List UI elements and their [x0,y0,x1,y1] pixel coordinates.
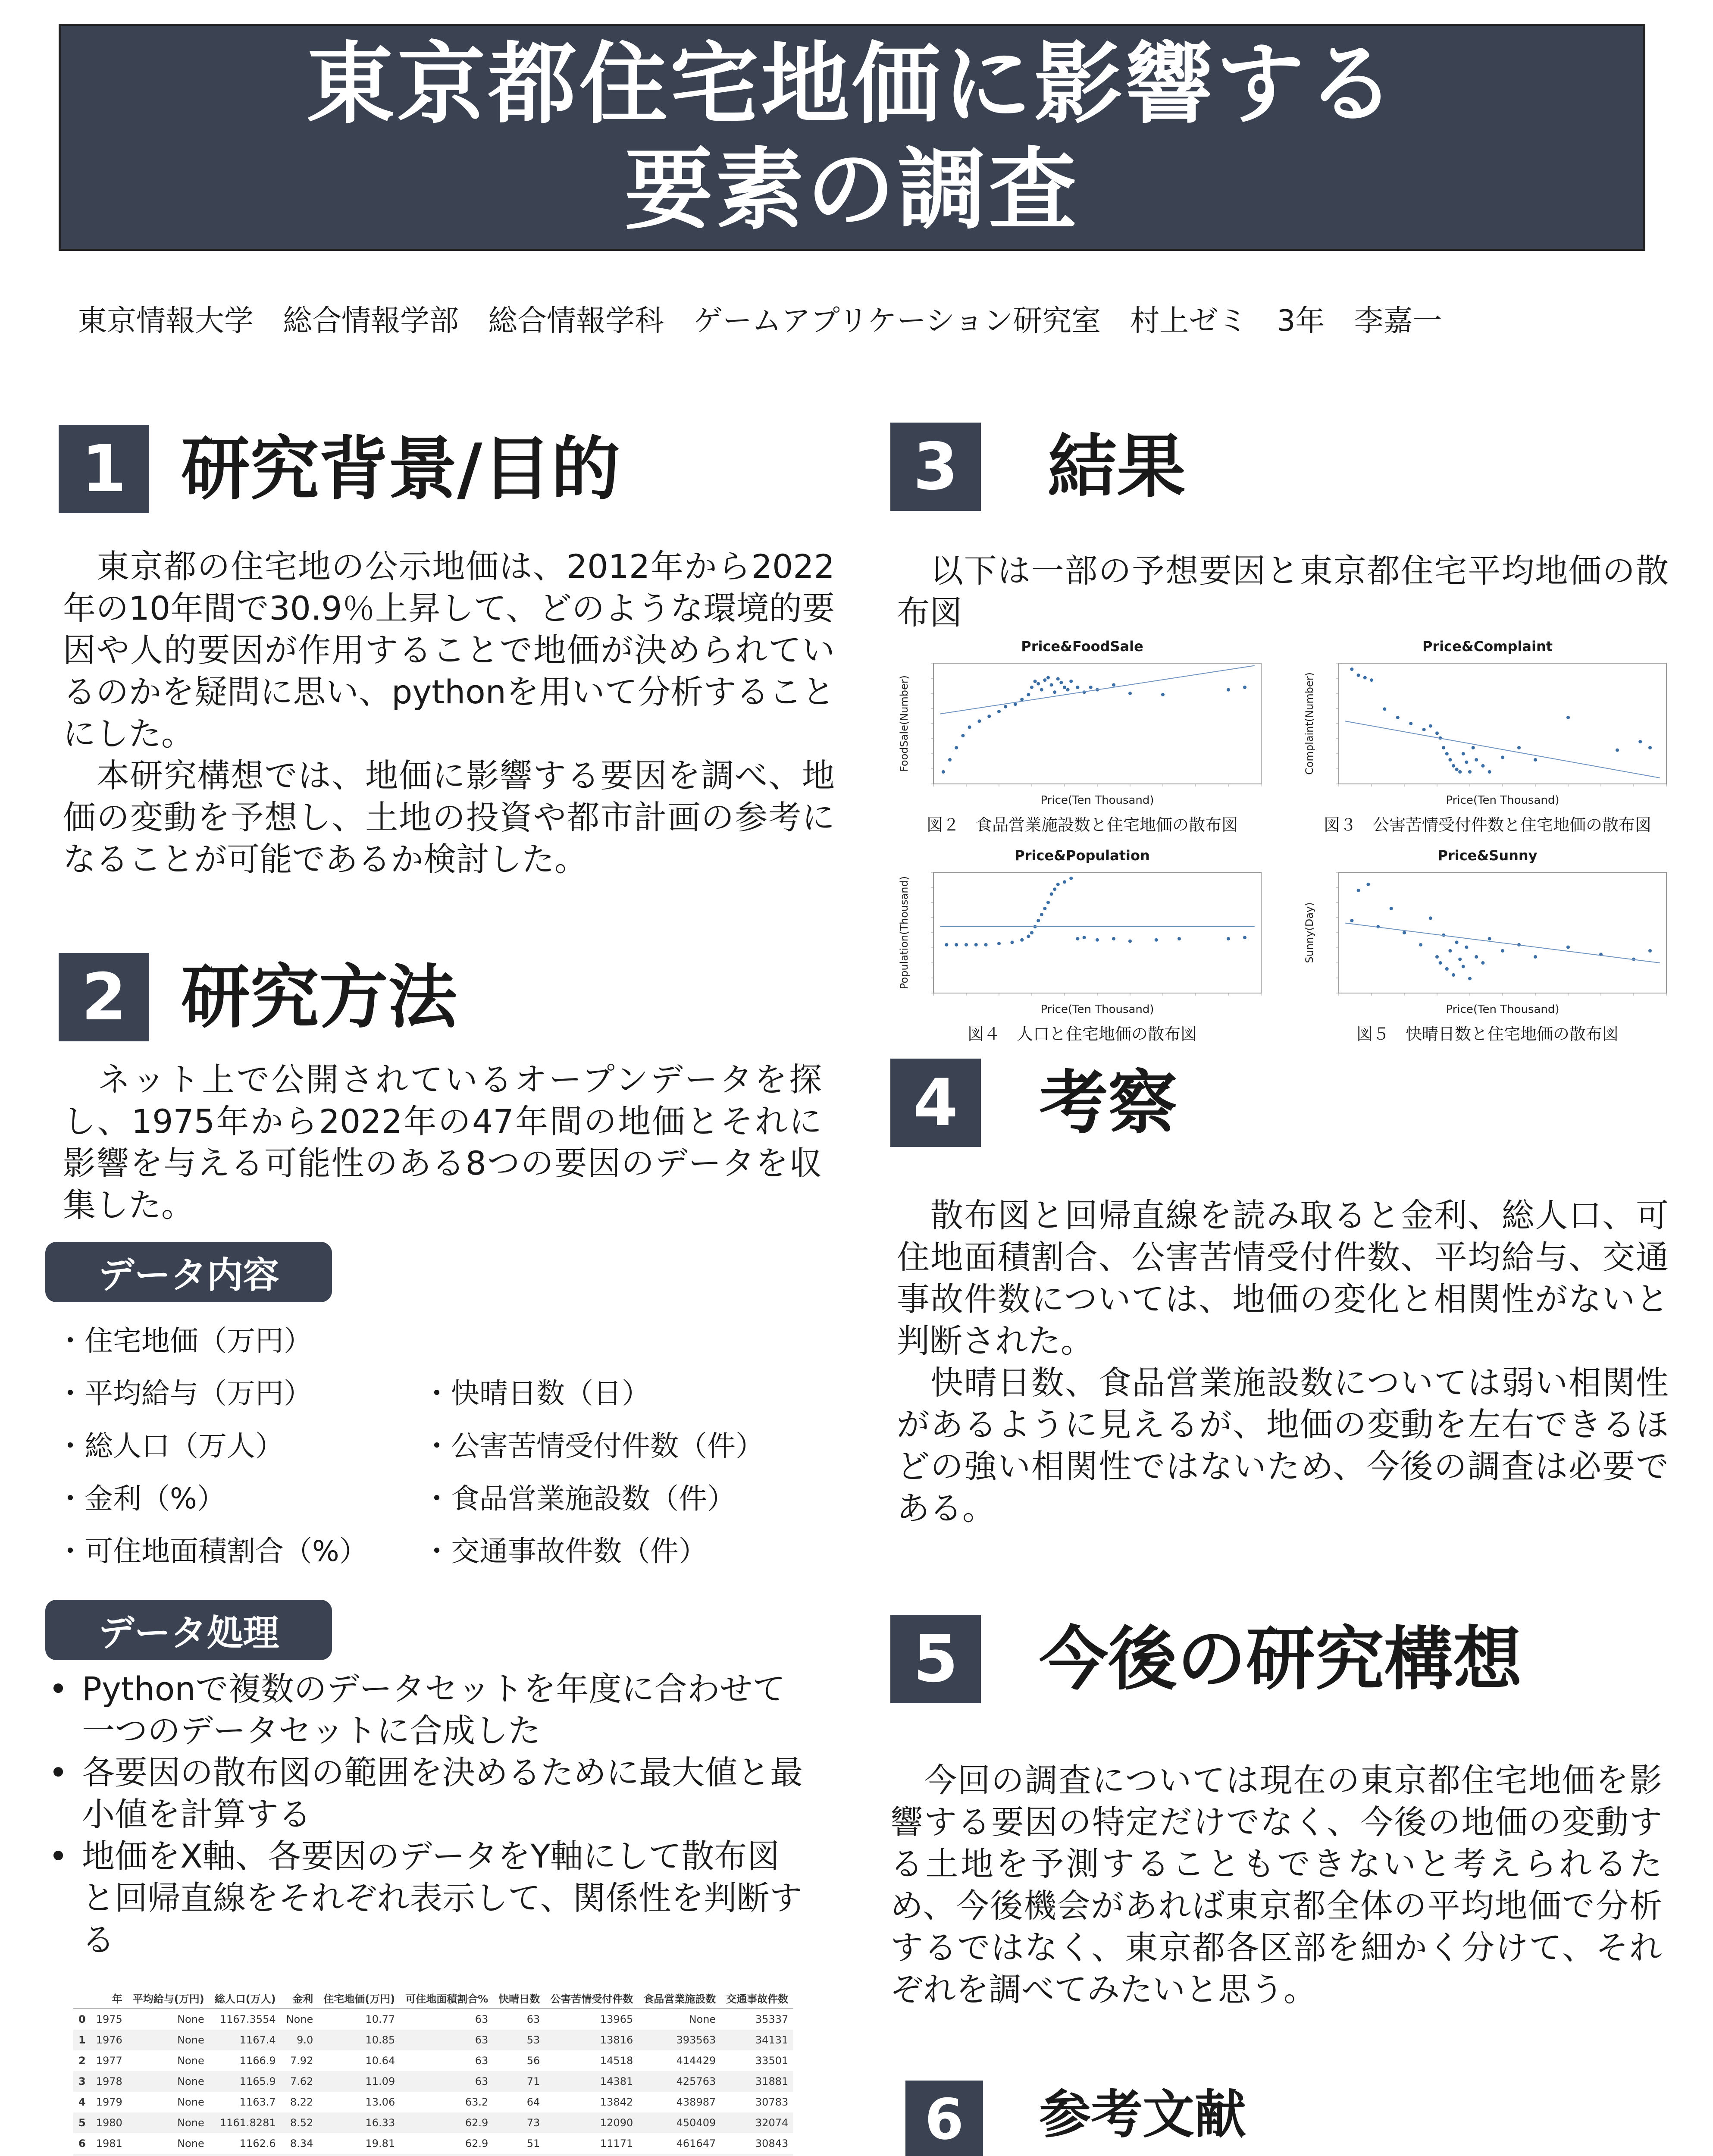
merged-table [73,1988,793,2156]
data-point [1501,755,1504,759]
data-point [1128,940,1132,943]
data-point [1465,946,1468,949]
table-cell: 71 [493,2071,545,2092]
chart-caption: 図４ 人口と住宅地価の散布図 [967,1025,1197,1044]
table-cell: 1165.9 [210,2071,281,2092]
data-point [1419,943,1422,946]
chart-title: Price&Population [1015,847,1150,864]
table-row [73,2030,793,2050]
table-row [73,2050,793,2071]
data-item: ・総人口（万人） [56,1429,284,1463]
table-cell: 1162.6 [239,2137,276,2150]
table-cell: 1167.3554 [219,2013,276,2025]
table-cell: 1979 [96,2096,122,2108]
data-item: ・交通事故件数（件） [423,1535,707,1568]
data-point [1475,758,1478,761]
table-cell: 7.62 [281,2071,319,2092]
data-items-right [423,1376,764,1587]
data-point [965,943,968,946]
data-point [1161,693,1165,696]
process-bullets [34,1668,811,1961]
data-point [1648,746,1652,749]
section-3-title: 結果 [1048,426,1186,507]
table-cell [128,2154,210,2156]
table-cell: None [128,2071,210,2092]
data-point [1177,937,1181,940]
table-cell: 63 [400,2030,493,2050]
data-point [1448,758,1452,761]
data-point [977,719,981,723]
table-cell: 461647 [676,2137,716,2150]
table-cell: 64 [526,2096,540,2108]
data-point [984,943,988,946]
plot-area [1339,663,1666,784]
table-cell: 63 [400,2071,493,2092]
x-axis-label: Price(Ten Thousand) [1446,794,1560,807]
data-point [1069,680,1073,683]
data-point [1063,686,1066,689]
data-point [1517,746,1521,749]
table-cell [721,2154,793,2156]
data-point [1040,913,1043,916]
table-row [73,2009,793,2030]
table-header-cell: 食品営業施設数 [638,1988,721,2009]
data-point [1488,770,1491,774]
chart-title: Price&Sunny [1437,847,1538,864]
data-point [955,746,958,749]
table-header-cell: 交通事故件数 [721,1988,793,2009]
x-axis-label: Price(Ten Thousand) [1446,1003,1560,1016]
table-cell: 10.77 [365,2013,395,2025]
data-point [1462,965,1465,968]
list-item: • Pythonで複数のデータセットを年度に合わせて一つのデータセットに合成した [48,1670,786,1750]
data-point [1037,919,1040,922]
table-header-cell: 年 [91,1988,128,2009]
table-cell: 0 [78,2013,86,2025]
table-cell: 13.06 [365,2096,395,2108]
data-point [1063,880,1066,884]
table-cell [281,2154,319,2156]
plot-area [933,663,1261,784]
table-cell: 1975 [96,2013,122,2025]
merged-table-wrap [73,1988,806,2156]
data-point [1488,937,1491,940]
data-point [1027,693,1030,696]
data-point [1033,680,1037,683]
data-point [1020,698,1024,701]
data-point [1445,967,1449,971]
data-point [1350,667,1353,671]
data-point [1046,676,1050,680]
table-cell: 14381 [545,2071,638,2092]
section-1-para-1: 東京都の住宅地の公示地価は、2012年から2022年の10年間で30.9％上昇して、どのような環境的要因や人的要因が作用することで地価が決められているのかを疑問に思い、pythonを用いて分析することにした。 [63,547,835,753]
data-point [1396,716,1400,719]
y-axis-label: Sunny(Day) [1303,902,1315,963]
table-cell: 1981 [96,2137,122,2150]
table-cell: 1163.7 [239,2096,276,2108]
data-point [1422,728,1426,731]
data-point [1357,889,1360,892]
data-content-label: データ内容 [45,1242,332,1302]
data-point [1243,936,1246,939]
data-point [974,943,978,946]
data-point [1452,973,1455,977]
table-cell [545,2154,638,2156]
data-point [1648,949,1652,953]
data-point [1050,683,1053,686]
data-point [1442,746,1445,749]
data-point [1056,883,1060,886]
data-point [1403,931,1406,934]
data-point [1481,961,1484,965]
data-point [1155,938,1158,942]
table-header-cell: 総人口(万人) [210,1988,281,2009]
data-point [1616,749,1619,752]
table-header-cell: 住宅地価(万円) [318,1988,400,2009]
data-point [1050,892,1053,896]
data-point [1435,955,1439,959]
table-cell: 12090 [545,2112,638,2133]
data-point [1429,916,1432,920]
data-point [1638,740,1642,743]
table-cell: 56 [526,2055,540,2067]
chart-caption: 図３ 公害苦情受付件数と住宅地価の散布図 [1323,815,1651,834]
table-row [73,2112,793,2133]
data-point [1409,722,1412,725]
data-point [1096,938,1099,942]
chart-2 [1300,638,1675,835]
table-cell: 73 [493,2112,545,2133]
data-point [1043,907,1046,910]
table-cell: 35337 [755,2013,789,2025]
y-axis-label: Population(Thousand) [898,876,910,990]
data-point [1040,688,1043,692]
data-point [1357,674,1360,677]
data-point [1366,883,1370,886]
data-point [1043,678,1046,682]
table-cell: 10.85 [318,2030,400,2050]
table-cell: 1980 [91,2112,128,2133]
data-point [1020,938,1024,942]
data-point [1390,907,1393,910]
data-point [942,770,945,774]
chart-title: Price&FoodSale [1021,638,1143,655]
data-point [1076,937,1079,940]
table-cell: 16.33 [318,2112,400,2133]
table-cell: 1977 [96,2055,122,2067]
table-cell: 1161.8281 [210,2112,281,2133]
table-cell: 5 [73,2112,91,2133]
data-point [1429,724,1432,728]
data-point [1501,949,1504,953]
data-item: ・可住地面積割合（%） [56,1535,368,1568]
table-row [73,2154,793,2156]
section-4-para-2: 快晴日数、食品営業施設数については弱い相関性があるように見えるが、地価の変動を左右できるほどの強い相関性ではないため、今後の調査は必要である。 [897,1363,1669,1527]
plot-area [1339,872,1666,993]
table-header-cell: 公害苦情受付件数 [545,1988,638,2009]
table-row [73,2092,793,2112]
table-cell [91,2154,128,2156]
data-point [1010,940,1014,944]
data-point [1458,770,1462,774]
data-point [1370,678,1373,682]
scatter-plot-foodsale [895,655,1270,810]
table-cell: 8.22 [290,2096,313,2108]
data-process-label: データ処理 [45,1600,332,1660]
table-cell: 8.34 [290,2137,313,2150]
data-point [1004,705,1007,708]
table-cell [400,2154,493,2156]
data-point [1534,955,1537,959]
list-item: • 各要因の散布図の範囲を決めるために最大値と最小値を計算する [48,1753,803,1833]
table-cell: 8.52 [281,2112,319,2133]
data-point [1566,946,1570,949]
data-point [1534,758,1537,761]
data-point [1059,681,1063,684]
data-point [1363,676,1367,680]
table-cell: 63 [526,2013,540,2025]
table-cell [638,2154,721,2156]
section-6-number: 6 [905,2081,983,2156]
data-item: ・公害苦情受付件数（件） [423,1429,764,1463]
list-item: • 地価をX軸、各要因のデータをY軸にして散布図と回帰直線をそれぞれ表示して、関係性を判断する [48,1837,802,1959]
table-cell: 31881 [721,2071,793,2092]
chart-caption: 図５ 快晴日数と住宅地価の散布図 [1356,1025,1619,1044]
table-cell: None [128,2112,210,2133]
section-6-title: 参考文献 [1039,2085,1246,2145]
chart-3 [895,847,1270,1044]
title-banner [59,24,1645,251]
section-2-number: 2 [59,953,149,1041]
table-cell: 9.0 [281,2030,319,2050]
data-point [1468,977,1472,980]
table-cell: None [177,2013,204,2025]
data-point [1465,761,1468,764]
data-point [1112,683,1115,686]
data-point [1014,702,1017,706]
table-row [73,2133,793,2154]
data-point [1458,958,1462,961]
table-cell: 30783 [755,2096,789,2108]
chart-1 [895,638,1270,835]
table-cell: 51 [526,2137,540,2150]
table-cell: 1167.4 [210,2030,281,2050]
table-cell: 425763 [638,2071,721,2092]
table-cell: 450409 [638,2112,721,2133]
table-cell: None [177,2137,204,2150]
data-point [1455,940,1459,944]
data-point [968,725,971,729]
data-point [1046,901,1050,904]
x-axis-label: Price(Ten Thousand) [1040,794,1154,807]
poster-title-line2: 要素の調査 [624,138,1080,241]
data-point [1350,919,1353,922]
table-cell: 11.09 [318,2071,400,2092]
table-cell: None [177,2096,204,2108]
section-3-number: 3 [890,423,981,511]
table-cell: 13816 [545,2030,638,2050]
data-point [1030,686,1033,689]
table-cell: 3 [73,2071,91,2092]
data-point [1566,716,1570,719]
table-cell: 11171 [600,2137,633,2150]
table-cell: 63 [475,2055,489,2067]
section-4-number: 4 [890,1059,981,1147]
chart-4 [1300,847,1675,1044]
table-cell [318,2154,400,2156]
table-cell: 62.9 [465,2137,489,2150]
table-cell: 14518 [600,2055,633,2067]
data-point [1243,686,1246,689]
table-cell: 2 [78,2055,86,2067]
table-cell: 393563 [638,2030,721,2050]
plot-area [933,872,1261,993]
table-row [73,2071,793,2092]
table-cell: None [286,2013,313,2025]
data-point [1472,746,1475,749]
section-4-body [897,1194,1669,1529]
data-point [961,734,965,737]
table-cell: None [689,2013,716,2025]
table-header-cell: 平均給与(万円) [128,1988,210,2009]
y-axis-label: Complaint(Number) [1303,672,1315,775]
table-cell: 62.9 [400,2112,493,2133]
table-cell: 32074 [721,2112,793,2133]
data-point [1089,686,1093,689]
data-point [945,943,948,946]
table-cell: 34131 [721,2030,793,2050]
table-cell [210,2154,281,2156]
data-point [1452,764,1455,768]
data-point [1468,770,1472,774]
data-point [1439,961,1442,965]
table-cell: 30843 [755,2137,789,2150]
table-cell [73,2154,91,2156]
data-point [955,943,958,946]
table-cell: None [128,2030,210,2050]
table-cell: 7.92 [290,2055,313,2067]
table-cell: 414429 [676,2055,716,2067]
data-point [1056,677,1060,680]
data-point [1128,692,1132,695]
data-item: ・平均給与（万円） [56,1377,312,1410]
table-cell: 13842 [600,2096,633,2108]
data-item: ・住宅地価（万円） [56,1324,312,1357]
data-point [1066,688,1070,692]
data-point [1462,752,1465,755]
data-items-left [56,1324,368,1587]
section-1-number: 1 [59,425,149,513]
table-cell: 19.81 [365,2137,395,2150]
table-cell: 1976 [91,2030,128,2050]
data-point [997,942,1001,945]
data-point [1076,686,1079,689]
table-cell: 1166.9 [239,2055,276,2067]
poster-title-line1: 東京都住宅地価に影響する [306,33,1398,136]
authors: 東京情報大学 総合情報学部 総合情報学科 ゲームアプリケーション研究室 村上ゼミ 3年 李嘉一 [78,304,1442,338]
data-point [997,710,1001,713]
y-axis-label: FoodSale(Number) [898,675,910,772]
table-cell: 1978 [91,2071,128,2092]
data-point [948,758,952,761]
data-point [1227,937,1230,940]
chart-title: Price&Complaint [1422,638,1553,655]
section-5-number: 5 [890,1615,981,1703]
table-cell: 33501 [755,2055,789,2067]
section-1-body [63,545,835,880]
section-5-title: 今後の研究構想 [1039,1619,1522,1699]
data-point [1053,887,1056,891]
table-cell: None [177,2055,204,2067]
data-point [1112,937,1115,940]
data-point [1027,934,1030,938]
table-cell: 13965 [600,2013,633,2025]
table-header-cell: 可住地面積割合% [400,1988,493,2009]
table-header-cell [73,1988,91,2009]
table-cell: 1 [73,2030,91,2050]
data-point [1037,682,1040,686]
table-cell: 63.2 [465,2096,489,2108]
table-cell [493,2154,545,2156]
data-point [1053,690,1056,694]
data-point [1475,955,1478,959]
data-item: ・金利（%） [56,1482,225,1515]
scatter-plot-sunny [1300,864,1675,1019]
data-point [1383,707,1386,711]
data-point [1448,949,1452,953]
section-4-para-1: 散布図と回帰直線を読み取ると金利、総人口、可住地面積割合、公害苦情受付件数、平均給与、交通事故件数については、地価の変化と相関性がないと判断された。 [897,1196,1669,1360]
table-cell: 63 [475,2013,489,2025]
data-point [1445,752,1449,755]
table-cell: 6 [78,2137,86,2150]
data-point [1083,936,1086,939]
data-point [1481,764,1484,768]
section-1-para-2: 本研究構想では、地価に影響する要因を調べ、地価の変動を予想し、土地の投資や都市計画の参考になることが可能であるか検討した。 [63,756,835,878]
data-point [1030,931,1033,934]
table-header-cell: 金利 [281,1988,319,2009]
data-point [1435,731,1439,735]
data-item: ・快晴日数（日） [423,1377,650,1410]
data-point [1069,877,1073,880]
section-2-title: 研究方法 [181,957,457,1037]
scatter-plot-population [895,864,1270,1019]
section-1-title: 研究背景/目的 [181,429,620,509]
table-cell: 438987 [676,2096,716,2108]
scatter-plot-complaint [1300,655,1675,810]
data-point [1455,768,1459,771]
section-4-title: 考察 [1039,1062,1177,1143]
data-item: ・食品営業施設数（件） [423,1482,736,1515]
table-cell: 53 [493,2030,545,2050]
data-point [987,714,991,718]
section-3-para-1: 以下は一部の予想要因と東京都住宅平均地価の散布図 [897,552,1669,632]
data-point [1227,688,1230,692]
chart-caption: 図２ 食品営業施設数と住宅地価の散布図 [926,815,1238,834]
section-2-para-1: ネット上で公開されているオープンデータを探し、1975年から2022年の47年間の地価とそれに影響を与える可能性のある8つの要因のデータを収集した。 [63,1060,822,1224]
table-cell: 4 [78,2096,86,2108]
section-5-para-1: 今回の調査については現在の東京都住宅地価を影響する要因の特定だけでなく、今後の地価の変動する土地を予測することもできないと考えられるため、今後機会があれば東京都全体の平均地価で分析するではなく、東京都各区部を細かく分けて、それぞれを調べてみたいと思う。 [890,1761,1662,2009]
x-axis-label: Price(Ten Thousand) [1040,1003,1154,1016]
table-cell: 10.64 [365,2055,395,2067]
table-header-cell: 快晴日数 [493,1988,545,2009]
